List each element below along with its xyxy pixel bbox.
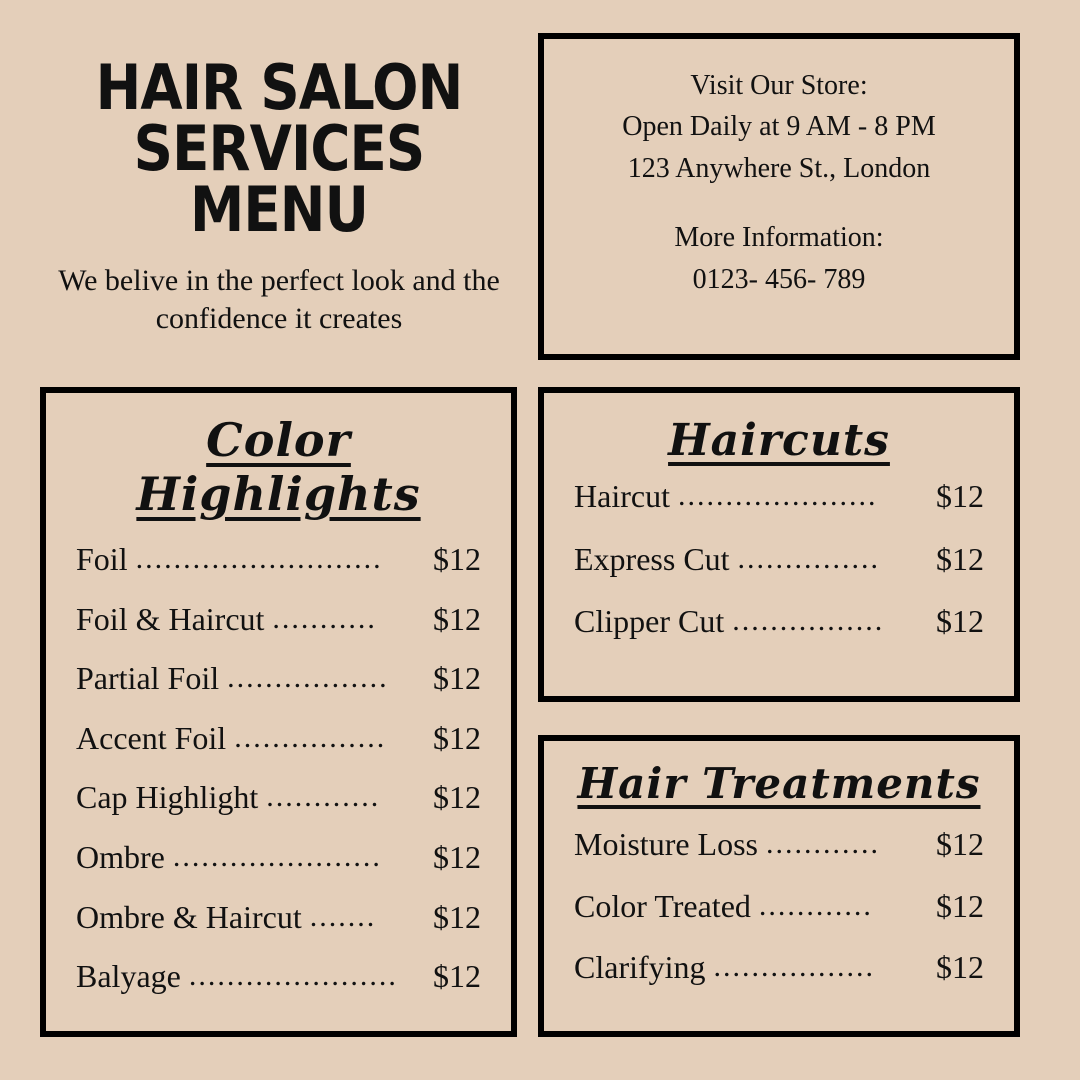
list-item	[574, 828, 984, 862]
section-haircuts	[538, 387, 1020, 702]
info-spacer	[564, 189, 994, 217]
section-hair-treatments	[538, 735, 1020, 1037]
service-name: Moisture Loss	[574, 826, 758, 862]
list-item	[76, 600, 481, 637]
list-item	[76, 781, 481, 815]
service-price: $12	[433, 719, 481, 756]
service-name: Express Cut	[574, 540, 730, 577]
dot-leader: ..........................	[135, 543, 383, 575]
service-price: $12	[433, 660, 481, 697]
dot-leader: ......................	[188, 960, 398, 992]
dot-leader: ............	[266, 781, 381, 813]
service-name: Foil	[76, 541, 128, 577]
dot-leader: .................	[713, 951, 876, 983]
dot-leader: .................	[227, 662, 389, 694]
section-color-highlights	[40, 387, 517, 1037]
dot-leader: ............	[758, 889, 873, 922]
service-name: Color Treated	[574, 887, 751, 924]
store-phone: 0123- 456- 789	[692, 263, 866, 295]
service-price: $12	[936, 478, 984, 514]
store-address: 123 Anywhere St., London	[627, 152, 931, 184]
service-price: $12	[433, 838, 481, 875]
service-price: $12	[433, 779, 481, 816]
store-info-box	[538, 33, 1020, 360]
dot-leader: ......................	[172, 840, 382, 873]
dot-leader: ................	[732, 605, 885, 637]
list-item	[76, 719, 481, 756]
list-item	[574, 951, 984, 985]
service-name: Ombre	[76, 838, 165, 875]
section-title: Color Highlights	[136, 413, 421, 521]
list-item	[574, 605, 984, 639]
service-name: Cap Highlight	[76, 779, 259, 816]
dot-leader: ............	[766, 828, 880, 860]
list-item	[76, 898, 481, 935]
more-info-label: More Information:	[674, 222, 884, 254]
list-item	[574, 480, 984, 514]
store-hours: Open Daily at 9 AM - 8 PM	[622, 111, 936, 143]
page-title-line-1: HAIR SALON	[95, 51, 463, 124]
service-price: $12	[936, 540, 984, 577]
dot-leader: ...........	[272, 602, 377, 635]
list-item	[76, 543, 481, 577]
list-item	[76, 960, 481, 994]
dot-leader: .....................	[677, 480, 878, 512]
service-price: $12	[936, 603, 984, 640]
service-name: Foil & Haircut	[76, 600, 265, 637]
service-name: Balyage	[76, 958, 181, 995]
service-price: $12	[433, 958, 481, 995]
service-name: Partial Foil	[76, 660, 220, 697]
list-item	[574, 887, 984, 924]
service-price: $12	[433, 600, 481, 637]
page-subtitle: We belive in the perfect look and the confidence it creates	[58, 264, 500, 335]
dot-leader: .......	[309, 900, 377, 933]
service-price: $12	[936, 887, 984, 924]
service-price: $12	[433, 898, 481, 935]
service-name: Clarifying	[574, 949, 706, 986]
list-item	[76, 662, 481, 696]
page-title	[69, 51, 490, 246]
section-title: Hair Treatments	[577, 759, 981, 808]
service-price: $12	[936, 826, 984, 862]
poster-header	[40, 51, 518, 337]
list-item	[76, 838, 481, 875]
service-name: Clipper Cut	[574, 603, 725, 640]
dot-leader: ...............	[737, 542, 881, 575]
service-price: $12	[936, 949, 984, 986]
service-name: Haircut	[574, 478, 670, 514]
visit-label: Visit Our Store:	[690, 70, 868, 101]
service-price: $12	[433, 541, 481, 577]
service-name: Accent Foil	[76, 719, 227, 756]
section-title: Haircuts	[668, 415, 890, 466]
dot-leader: ................	[234, 721, 387, 754]
page-title-line-2: SERVICES MENU	[133, 111, 425, 246]
service-name: Ombre & Haircut	[76, 898, 302, 935]
list-item	[574, 540, 984, 577]
